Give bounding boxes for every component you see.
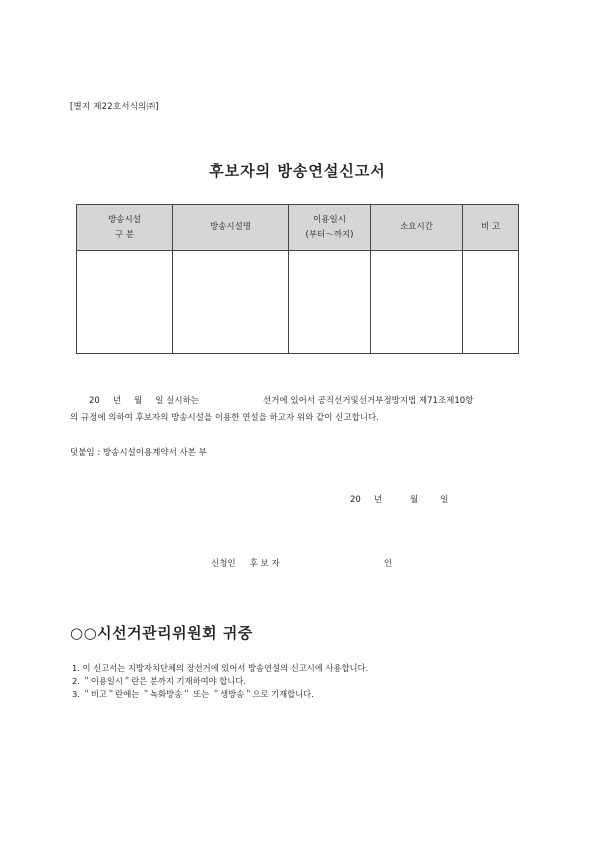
header-facility-name: 방송시설명: [173, 205, 289, 251]
table-header-row: [77, 205, 519, 251]
header-duration: 소요시간: [371, 205, 463, 251]
cell-facility-name[interactable]: [173, 251, 289, 354]
header-facility-type-line1: 방송시설: [108, 214, 141, 225]
date-nyeon: 년: [373, 495, 383, 505]
broadcast-table: [76, 204, 519, 354]
note-item-3: 3. ＂비고＂란에는 ＂녹화방송＂ 또는 ＂생방송＂으로 기재합니다.: [72, 689, 314, 699]
declaration-nyeon: 년: [112, 396, 122, 406]
declaration-rest: 선거에 있어서 공직선거및선거부정방지법 제71조제10항: [263, 396, 474, 406]
table-row: [77, 251, 519, 354]
declaration-il: 일 실시하는: [155, 396, 200, 406]
date-il: 일: [440, 495, 449, 505]
cell-remarks[interactable]: [463, 251, 519, 354]
header-facility-type-line2: 구 분: [114, 229, 135, 240]
committee-addressee: ○○시선거관리위원회 귀중: [70, 624, 253, 642]
note-item-2: 2. ＂이용일시＂란은 분까지 기재하여야 합니다.: [72, 676, 246, 686]
cell-duration[interactable]: [371, 251, 463, 354]
attachment-line: 덧붙임 : 방송시설이용계약서 사본 부: [70, 448, 207, 458]
header-remarks: 비 고: [463, 205, 519, 251]
header-facility-type: [77, 205, 173, 251]
seal-mark: 인: [383, 559, 392, 569]
cell-facility-type[interactable]: [77, 251, 173, 354]
applicant-role: 후 보 자: [249, 559, 280, 569]
applicant-line: [211, 557, 392, 569]
header-usage-datetime: [289, 205, 371, 251]
header-usage-datetime-line2: (부터～까지): [305, 229, 354, 240]
date-year: 20: [350, 495, 361, 505]
declaration-wol: 월: [134, 396, 143, 406]
declaration-line-1: [89, 395, 473, 407]
header-usage-datetime-line1: 이용일시: [313, 214, 346, 225]
notes-list: [72, 662, 368, 701]
cell-usage-datetime[interactable]: [289, 251, 371, 354]
date-line: [350, 493, 448, 505]
document-title: 후보자의 방송연설신고서: [209, 162, 386, 180]
note-item-1: 1. 이 신고서는 지방자치단체의 장선거에 있어서 방송연설의 신고시에 사용합니다.: [72, 663, 369, 673]
date-wol: 월: [410, 495, 419, 505]
declaration-year: 20: [89, 396, 100, 406]
form-reference: [별지 제22호서식의㈜]: [70, 102, 159, 112]
applicant-label: 신청인: [211, 559, 236, 569]
declaration-line-2: 의 규정에 의하여 후보자의 방송시설을 이용한 연설을 하고자 위와 같이 신고합니다.: [70, 413, 379, 423]
